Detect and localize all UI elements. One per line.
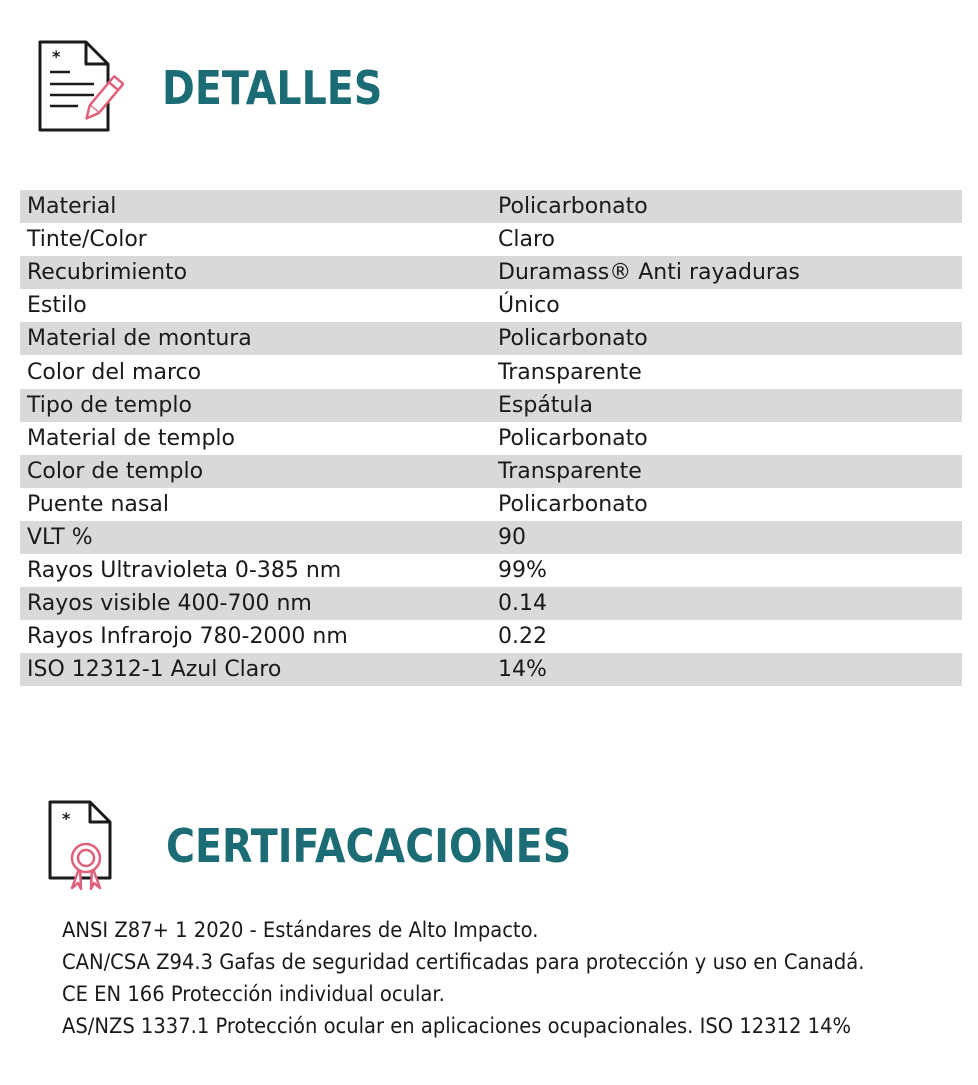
- spec-row: [20, 223, 962, 256]
- spec-label: Material: [20, 190, 491, 223]
- spec-value: 0.14: [491, 587, 962, 620]
- certificaciones-header: [46, 798, 637, 894]
- spec-value: Único: [498, 293, 560, 319]
- spec-value: Transparente: [491, 455, 962, 488]
- svg-text:*: *: [52, 47, 61, 66]
- spec-value: 14%: [491, 653, 962, 686]
- spec-row: [20, 488, 962, 521]
- spec-value: Policarbonato: [498, 425, 648, 451]
- spec-value: Espátula: [491, 389, 962, 422]
- spec-row: [20, 455, 962, 488]
- specs-table: [20, 190, 962, 686]
- spec-label: Tinte/Color: [27, 227, 147, 253]
- spec-label: Rayos Infrarojo 780-2000 nm: [27, 624, 348, 650]
- spec-row: [20, 653, 962, 686]
- spec-value: Duramass® Anti rayaduras: [491, 256, 962, 289]
- certification-item: ANSI Z87+ 1 2020 - Estándares de Alto Impacto.: [62, 918, 539, 942]
- spec-label: Material de montura: [20, 322, 491, 355]
- detalles-header: [36, 38, 418, 138]
- spec-value: Transparente: [498, 359, 642, 385]
- certification-item: AS/NZS 1337.1 Protección ocular en aplicaciones ocupacionales. ISO 12312 14%: [62, 1014, 852, 1038]
- spec-label: VLT %: [20, 521, 491, 554]
- spec-row: [20, 389, 962, 422]
- spec-row: [20, 587, 962, 620]
- certification-list: [62, 914, 925, 1042]
- certificate-ribbon-icon: [46, 798, 116, 894]
- spec-row: [20, 521, 962, 554]
- certificaciones-title: CERTIFACACIONES: [166, 819, 572, 873]
- spec-row: [20, 554, 962, 587]
- spec-label: Puente nasal: [27, 491, 169, 517]
- document-pen-icon: [36, 38, 128, 138]
- spec-row: [20, 190, 962, 223]
- spec-value: 0.22: [498, 624, 547, 650]
- spec-label: Material de templo: [27, 425, 235, 451]
- svg-text:*: *: [62, 809, 71, 828]
- spec-value: 90: [491, 521, 962, 554]
- spec-label: Rayos Ultravioleta 0-385 nm: [27, 558, 342, 584]
- spec-value: Policarbonato: [491, 190, 962, 223]
- spec-label: Recubrimiento: [20, 256, 491, 289]
- spec-value: Policarbonato: [491, 322, 962, 355]
- spec-row: [20, 322, 962, 355]
- certification-item: CAN/CSA Z94.3 Gafas de seguridad certificadas para protección y uso en Canadá.: [62, 950, 865, 974]
- spec-row: [20, 256, 962, 289]
- spec-label: Color del marco: [27, 359, 202, 385]
- spec-row: [20, 620, 962, 653]
- spec-label: ISO 12312-1 Azul Claro: [20, 653, 491, 686]
- spec-row: [20, 289, 962, 322]
- spec-value: Policarbonato: [498, 491, 648, 517]
- spec-value: Claro: [498, 227, 555, 253]
- detalles-title: DETALLES: [162, 61, 383, 115]
- spec-label: Tipo de templo: [20, 389, 491, 422]
- spec-label: Color de templo: [20, 455, 491, 488]
- spec-row: [20, 422, 962, 455]
- spec-label: Estilo: [27, 293, 87, 319]
- spec-value: 99%: [498, 558, 547, 584]
- spec-label: Rayos visible 400-700 nm: [20, 587, 491, 620]
- certification-item: CE EN 166 Protección individual ocular.: [62, 982, 445, 1006]
- spec-row: [20, 355, 962, 388]
